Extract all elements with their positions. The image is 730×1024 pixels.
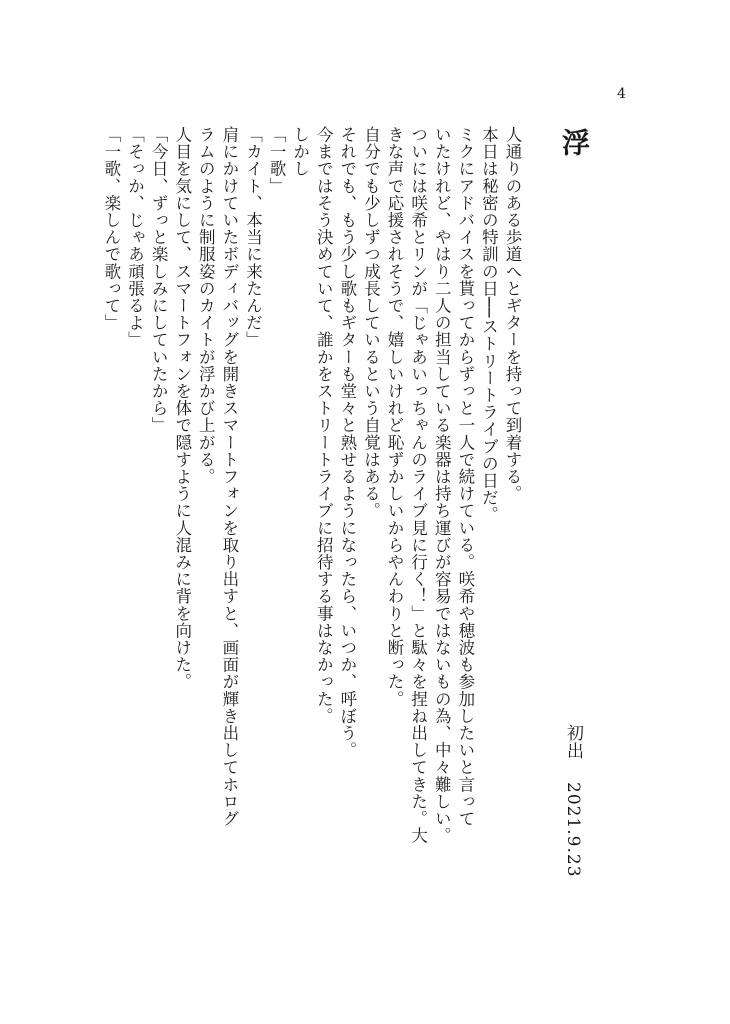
first-published-date: 2021.9.23 bbox=[563, 782, 583, 878]
text-line: 自分でも少しずつ成長しているという自覚はある。 bbox=[361, 126, 381, 520]
colophon bbox=[558, 724, 588, 1024]
text-line: 本日は秘密の特訓の日──ストリートライブの日だ。 bbox=[479, 126, 499, 524]
text-line: 人目を気にして、スマートフォンを体で隠すように人混みに背を向けた。 bbox=[172, 126, 192, 691]
text-line: しかし bbox=[290, 126, 310, 178]
text-line: 肩にかけていたボディバッグを開きスマートフォンを取り出すと、画面が輝き出してホログ bbox=[219, 126, 239, 828]
first-published-label: 初出 bbox=[563, 724, 583, 760]
text-line: それでも、もう少し歌もギターも堂々と熟せるようになったら、いつか、呼ぼう。 bbox=[337, 126, 357, 759]
text-line: 今まではそう決めていて、誰かをストリートライブに招待する事はなかった。 bbox=[314, 126, 334, 725]
text-line: 「一歌、楽しんで歌って」 bbox=[101, 126, 121, 332]
text-line: 「カイト、本当に来たんだ」 bbox=[243, 126, 263, 349]
text-line: ついには咲希とリンが「じゃあいっちゃんのライブ見に行く！」と駄々を捏ね出してきた。大 bbox=[408, 126, 428, 845]
text-line: 人通りのある歩道へとギターを持って到着する。 bbox=[503, 126, 522, 503]
text-line: ミクにアドバイスを貰ってからずっと一人で続けている。咲希や穂波も参加したいと言って bbox=[455, 126, 475, 828]
text-line: いたけれど、やはり二人の担当している楽器は持ち運びが容易ではないもの為、中々難しい。 bbox=[432, 126, 452, 845]
body-text bbox=[94, 126, 524, 916]
page-number: 4 bbox=[617, 86, 626, 102]
text-line: ラムのように制服姿のカイトが浮かび上がる。 bbox=[196, 126, 216, 486]
text-line: 「今日、ずっと楽しみにしていたから」 bbox=[149, 126, 169, 434]
text-line: きな声で応援されそうで、嬉しいけれど恥ずかしいからやんわりと断った。 bbox=[385, 126, 405, 708]
story-title: 浮 bbox=[558, 128, 591, 156]
text-line: 「一歌」 bbox=[267, 126, 287, 195]
text-line: 「そっか、じゃあ頑張るよ」 bbox=[125, 126, 145, 349]
